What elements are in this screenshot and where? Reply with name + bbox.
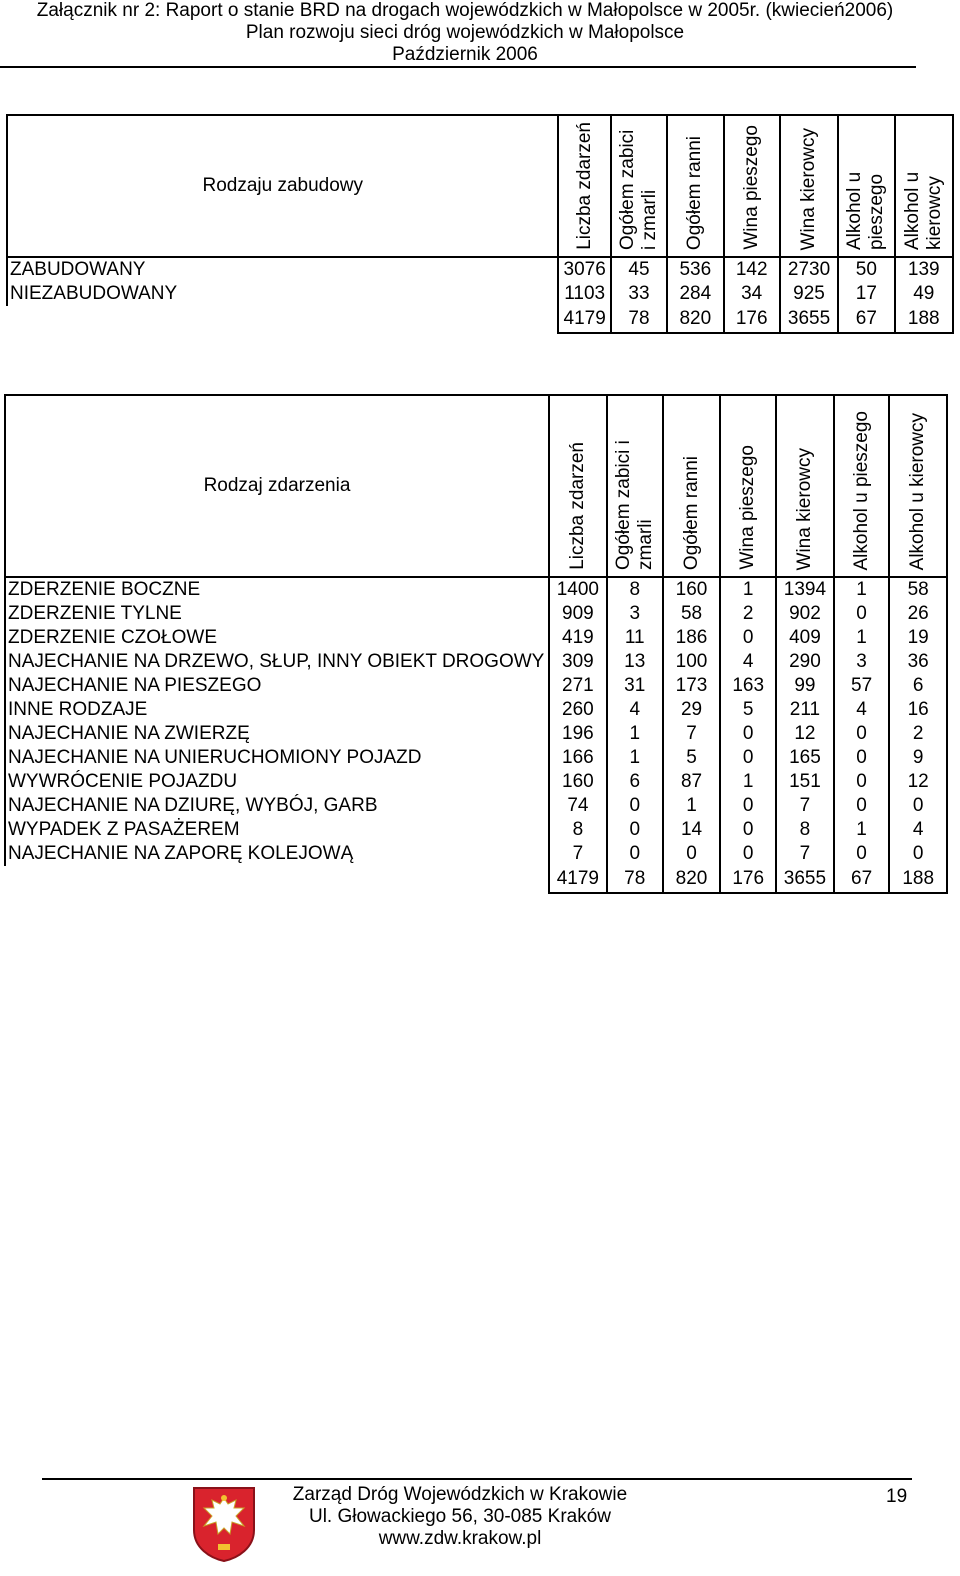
table-cell: 1400: [549, 577, 607, 602]
table-row: [5, 794, 947, 818]
table-cell: 211: [776, 698, 834, 722]
total-cell: 4179: [558, 306, 610, 333]
table-cell: 34: [724, 282, 780, 306]
table-row: [5, 746, 947, 770]
column-header-text: Alkohol u kierowcy: [907, 412, 929, 570]
table-cell: 284: [667, 282, 723, 306]
table-cell: 3076: [558, 257, 610, 282]
table-cell: 0: [607, 818, 663, 842]
table-row: [5, 674, 947, 698]
table-cell: 7: [776, 794, 834, 818]
table-cell: 1394: [776, 577, 834, 602]
table-cell: 139: [895, 257, 953, 282]
table-cell: 1: [834, 626, 890, 650]
column-header-label: Rodzaj zdarzenia: [5, 395, 549, 577]
column-header: [776, 395, 834, 577]
table-cell: 13: [607, 650, 663, 674]
table-cell: 290: [776, 650, 834, 674]
table-cell: 0: [720, 722, 776, 746]
table-cell: 87: [663, 770, 721, 794]
table-cell: 17: [838, 282, 894, 306]
table-row: [5, 602, 947, 626]
table-cell: 160: [549, 770, 607, 794]
table-cell: 2730: [780, 257, 838, 282]
total-cell: 188: [889, 866, 947, 893]
table-cell: 50: [838, 257, 894, 282]
table-rodzaj-zdarzenia: [4, 394, 948, 894]
table-cell: 309: [549, 650, 607, 674]
table-cell: 165: [776, 746, 834, 770]
table-cell: 1: [607, 746, 663, 770]
table-cell: 36: [889, 650, 947, 674]
table-rodzaj-zabudowy: [6, 114, 954, 334]
table-cell: 2: [720, 602, 776, 626]
table-cell: 260: [549, 698, 607, 722]
table-row: [5, 698, 947, 722]
table-cell: 4: [889, 818, 947, 842]
total-cell: 176: [724, 306, 780, 333]
footer-street: Ul. Głowackiego 56, 30-085 Kraków: [308, 1506, 612, 1527]
table-row: [5, 577, 947, 602]
table-cell: 3: [607, 602, 663, 626]
total-cell: 3655: [780, 306, 838, 333]
column-header: [611, 115, 667, 257]
header-divider: [0, 66, 916, 68]
header-date: Październik 2006: [392, 44, 538, 65]
footer-address: [280, 1484, 640, 1550]
table-cell: 142: [724, 257, 780, 282]
total-cell: 67: [838, 306, 894, 333]
row-label: ZDERZENIE CZOŁOWE: [5, 626, 549, 650]
total-cell: 820: [663, 866, 721, 893]
table-cell: 0: [607, 794, 663, 818]
table-cell: 0: [720, 818, 776, 842]
table-row: [7, 282, 953, 306]
table-cell: 4: [834, 698, 890, 722]
row-label: WYWRÓCENIE POJAZDU: [5, 770, 549, 794]
table-cell: 5: [663, 746, 721, 770]
table-cell: 271: [549, 674, 607, 698]
table-cell: 1: [834, 818, 890, 842]
table-cell: 12: [889, 770, 947, 794]
table-cell: 19: [889, 626, 947, 650]
table-cell: 6: [889, 674, 947, 698]
table-header-row: [7, 115, 953, 257]
table-cell: 0: [607, 842, 663, 866]
column-header: [549, 395, 607, 577]
table-cell: 0: [834, 770, 890, 794]
table-cell: 7: [549, 842, 607, 866]
table-cell: 1103: [558, 282, 610, 306]
total-cell: 67: [834, 866, 890, 893]
table-cell: 1: [607, 722, 663, 746]
table-cell: 0: [663, 842, 721, 866]
table-row: [5, 626, 947, 650]
table-cell: 8: [549, 818, 607, 842]
table-cell: 33: [611, 282, 667, 306]
table-cell: 902: [776, 602, 834, 626]
table-cell: 49: [895, 282, 953, 306]
total-row-spacer: [5, 866, 549, 893]
table-cell: 0: [834, 722, 890, 746]
table-row: [7, 257, 953, 282]
total-cell: 3655: [776, 866, 834, 893]
table-cell: 7: [776, 842, 834, 866]
column-header: [895, 115, 953, 257]
table-cell: 0: [889, 842, 947, 866]
table-row: [5, 722, 947, 746]
table-cell: 1: [720, 577, 776, 602]
total-row-spacer: [7, 306, 558, 333]
row-label: NAJECHANIE NA DRZEWO, SŁUP, INNY OBIEKT DROGOWY: [5, 650, 549, 674]
table-cell: 4: [720, 650, 776, 674]
table-cell: 0: [834, 842, 890, 866]
column-header-label: Rodzaju zabudowy: [7, 115, 558, 257]
table-cell: 536: [667, 257, 723, 282]
table-cell: 100: [663, 650, 721, 674]
table-cell: 1: [834, 577, 890, 602]
column-header-text: Wina kierowcy: [793, 447, 815, 570]
table-row: [5, 842, 947, 866]
table-cell: 1: [720, 770, 776, 794]
column-header: [889, 395, 947, 577]
page-number: 19: [886, 1486, 908, 1507]
table-cell: 151: [776, 770, 834, 794]
table-cell: 1: [663, 794, 721, 818]
table-cell: 57: [834, 674, 890, 698]
column-header-text: Ogółem zabici i zmarli: [612, 440, 656, 570]
row-label: ZDERZENIE BOCZNE: [5, 577, 549, 602]
total-cell: 176: [720, 866, 776, 893]
row-label: NAJECHANIE NA DZIURĘ, WYBÓJ, GARB: [5, 794, 549, 818]
malopolska-coat-of-arms-icon: [192, 1486, 256, 1562]
table-cell: 186: [663, 626, 721, 650]
column-header-text: Liczba zdarzeń: [573, 122, 595, 250]
table-cell: 0: [720, 746, 776, 770]
column-header-text: Alkohol u pieszego: [850, 410, 872, 570]
table-cell: 8: [607, 577, 663, 602]
column-header-text: Wina kierowcy: [798, 127, 820, 250]
row-label: INNE RODZAJE: [5, 698, 549, 722]
table-cell: 2: [889, 722, 947, 746]
table-cell: 99: [776, 674, 834, 698]
table-cell: 409: [776, 626, 834, 650]
column-header: [667, 115, 723, 257]
footer-organization: Zarząd Dróg Wojewódzkich w Krakowie: [292, 1484, 628, 1505]
column-header: [558, 115, 610, 257]
table-cell: 0: [834, 602, 890, 626]
footer-divider: [42, 1478, 912, 1480]
header-subtitle: Plan rozwoju sieci dróg wojewódzkich w Małopolsce: [245, 22, 685, 43]
table-cell: 45: [611, 257, 667, 282]
column-header-text: Wina pieszego: [737, 445, 759, 570]
table-cell: 0: [720, 626, 776, 650]
row-label: ZDERZENIE TYLNE: [5, 602, 549, 626]
table-cell: 29: [663, 698, 721, 722]
table-row: [5, 818, 947, 842]
table-cell: 0: [720, 842, 776, 866]
column-header: [724, 115, 780, 257]
total-row: [7, 306, 953, 333]
column-header: [720, 395, 776, 577]
table-cell: 0: [889, 794, 947, 818]
total-row: [5, 866, 947, 893]
table-cell: 3: [834, 650, 890, 674]
row-label: NIEZABUDOWANY: [7, 282, 558, 306]
table-cell: 0: [834, 794, 890, 818]
row-label: NAJECHANIE NA ZWIERZĘ: [5, 722, 549, 746]
table-cell: 5: [720, 698, 776, 722]
table-cell: 173: [663, 674, 721, 698]
table-cell: 160: [663, 577, 721, 602]
table-cell: 14: [663, 818, 721, 842]
column-header-text: Ogółem zabici i zmarli: [616, 129, 660, 250]
table-cell: 0: [834, 746, 890, 770]
column-header-text: Alkohol u pieszego: [844, 171, 888, 250]
column-header-text: Ogółem ranni: [684, 135, 706, 250]
table-cell: 58: [663, 602, 721, 626]
table-cell: 74: [549, 794, 607, 818]
table-row: [5, 650, 947, 674]
table-cell: 6: [607, 770, 663, 794]
row-label: ZABUDOWANY: [7, 257, 558, 282]
row-label: NAJECHANIE NA UNIERUCHOMIONY POJAZD: [5, 746, 549, 770]
column-header-text: Wina pieszego: [740, 125, 762, 250]
total-cell: 4179: [549, 866, 607, 893]
total-cell: 820: [667, 306, 723, 333]
table-cell: 8: [776, 818, 834, 842]
total-cell: 78: [607, 866, 663, 893]
table-cell: 16: [889, 698, 947, 722]
table-cell: 31: [607, 674, 663, 698]
table-cell: 419: [549, 626, 607, 650]
table-cell: 11: [607, 626, 663, 650]
table-cell: 7: [663, 722, 721, 746]
table-cell: 0: [720, 794, 776, 818]
page-header: [0, 0, 930, 66]
header-title: Załącznik nr 2: Raport o stanie BRD na drogach wojewódzkich w Małopolsce w 2005r. (kwiecień2006): [36, 0, 894, 21]
table-cell: 166: [549, 746, 607, 770]
column-header-text: Liczba zdarzeń: [566, 442, 588, 570]
column-header: [834, 395, 890, 577]
table-cell: 4: [607, 698, 663, 722]
column-header: [663, 395, 721, 577]
column-header: [838, 115, 894, 257]
table-row: [5, 770, 947, 794]
row-label: NAJECHANIE NA ZAPORĘ KOLEJOWĄ: [5, 842, 549, 866]
total-cell: 78: [611, 306, 667, 333]
table-cell: 925: [780, 282, 838, 306]
column-header-text: Alkohol u kierowcy: [901, 171, 945, 250]
table-cell: 196: [549, 722, 607, 746]
table-header-row: [5, 395, 947, 577]
table-cell: 163: [720, 674, 776, 698]
table-cell: 58: [889, 577, 947, 602]
table-cell: 909: [549, 602, 607, 626]
column-header: [780, 115, 838, 257]
row-label: NAJECHANIE NA PIESZEGO: [5, 674, 549, 698]
row-label: WYPADEK Z PASAŻEREM: [5, 818, 549, 842]
column-header-text: Ogółem ranni: [680, 455, 702, 570]
column-header: [607, 395, 663, 577]
footer-website: www.zdw.krakow.pl: [378, 1528, 542, 1549]
total-cell: 188: [895, 306, 953, 333]
table-cell: 9: [889, 746, 947, 770]
table-cell: 26: [889, 602, 947, 626]
table-cell: 12: [776, 722, 834, 746]
